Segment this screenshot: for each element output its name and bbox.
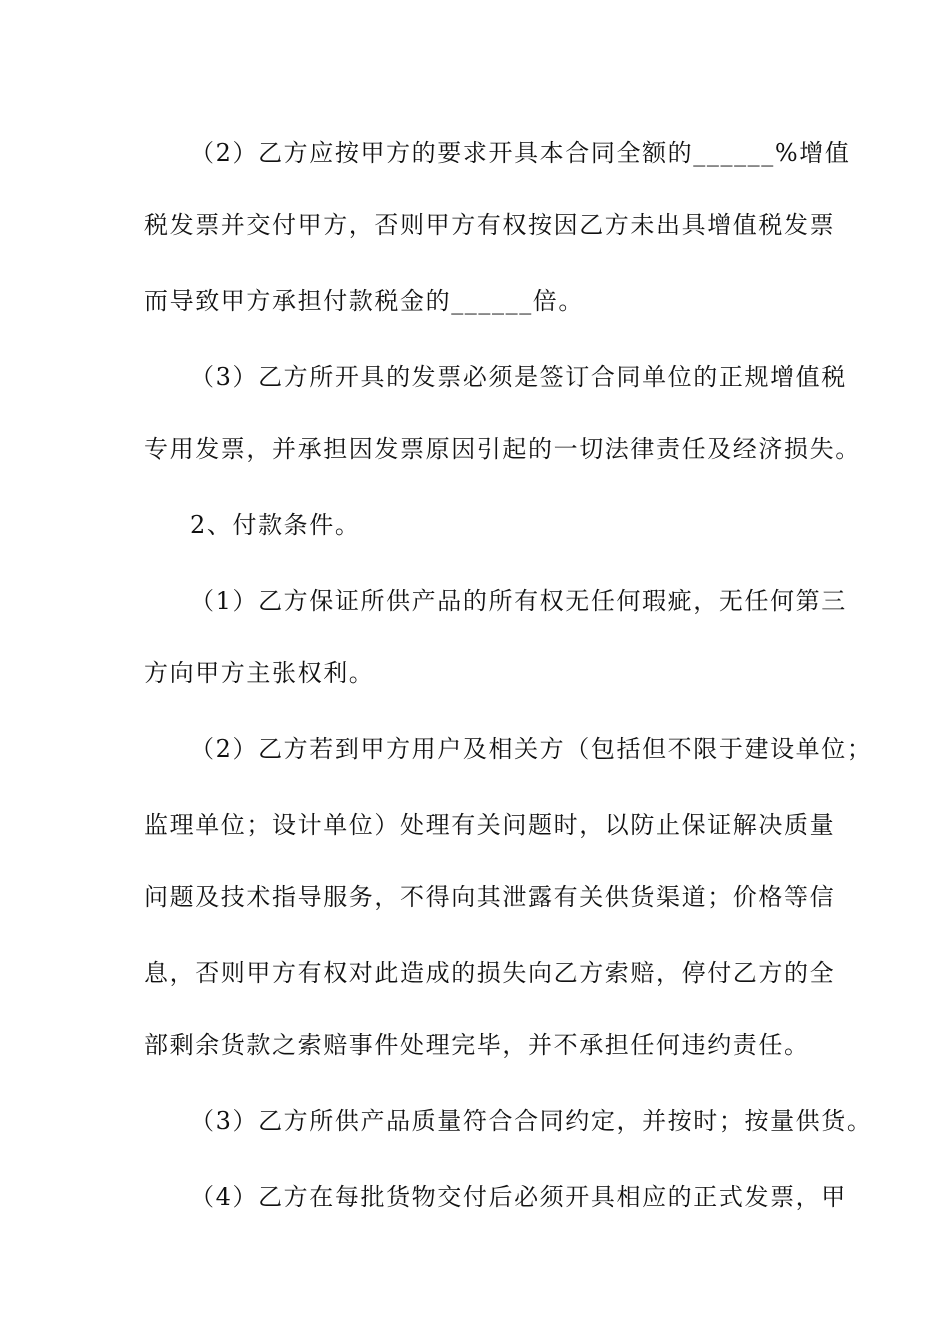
text-line: （2）乙方若到甲方用户及相关方（包括但不限于建设单位； (190, 735, 873, 763)
text-line: （3）乙方所供产品质量符合合同约定，并按时；按量供货。 (190, 1107, 873, 1135)
text-line: （3）乙方所开具的发票必须是签订合同单位的正规增值税 (190, 363, 847, 391)
text-line: 2、付款条件。 (190, 511, 361, 539)
text-line: 问题及技术指导服务，不得向其泄露有关供货渠道；价格等信 (144, 883, 836, 911)
text-line: 税发票并交付甲方，否则甲方有权按因乙方未出具增值税发票 (144, 211, 836, 239)
text-line: 方向甲方主张权利。 (144, 659, 375, 687)
text-line: （4）乙方在每批货物交付后必须开具相应的正式发票，甲 (190, 1183, 847, 1211)
text-line: 而导致甲方承担付款税金的______倍。 (144, 287, 584, 315)
text-line: （1）乙方保证所供产品的所有权无任何瑕疵，无任何第三 (190, 587, 847, 615)
text-line: （2）乙方应按甲方的要求开具本合同全额的______%增值 (190, 139, 851, 167)
text-line: 专用发票，并承担因发票原因引起的一切法律责任及经济损失。 (144, 435, 861, 463)
text-line: 监理单位；设计单位）处理有关问题时，以防止保证解决质量 (144, 811, 836, 839)
text-line: 部剩余货款之索赔事件处理完毕，并不承担任何违约责任。 (144, 1031, 810, 1059)
text-line: 息，否则甲方有权对此造成的损失向乙方索赔，停付乙方的全 (144, 959, 836, 987)
